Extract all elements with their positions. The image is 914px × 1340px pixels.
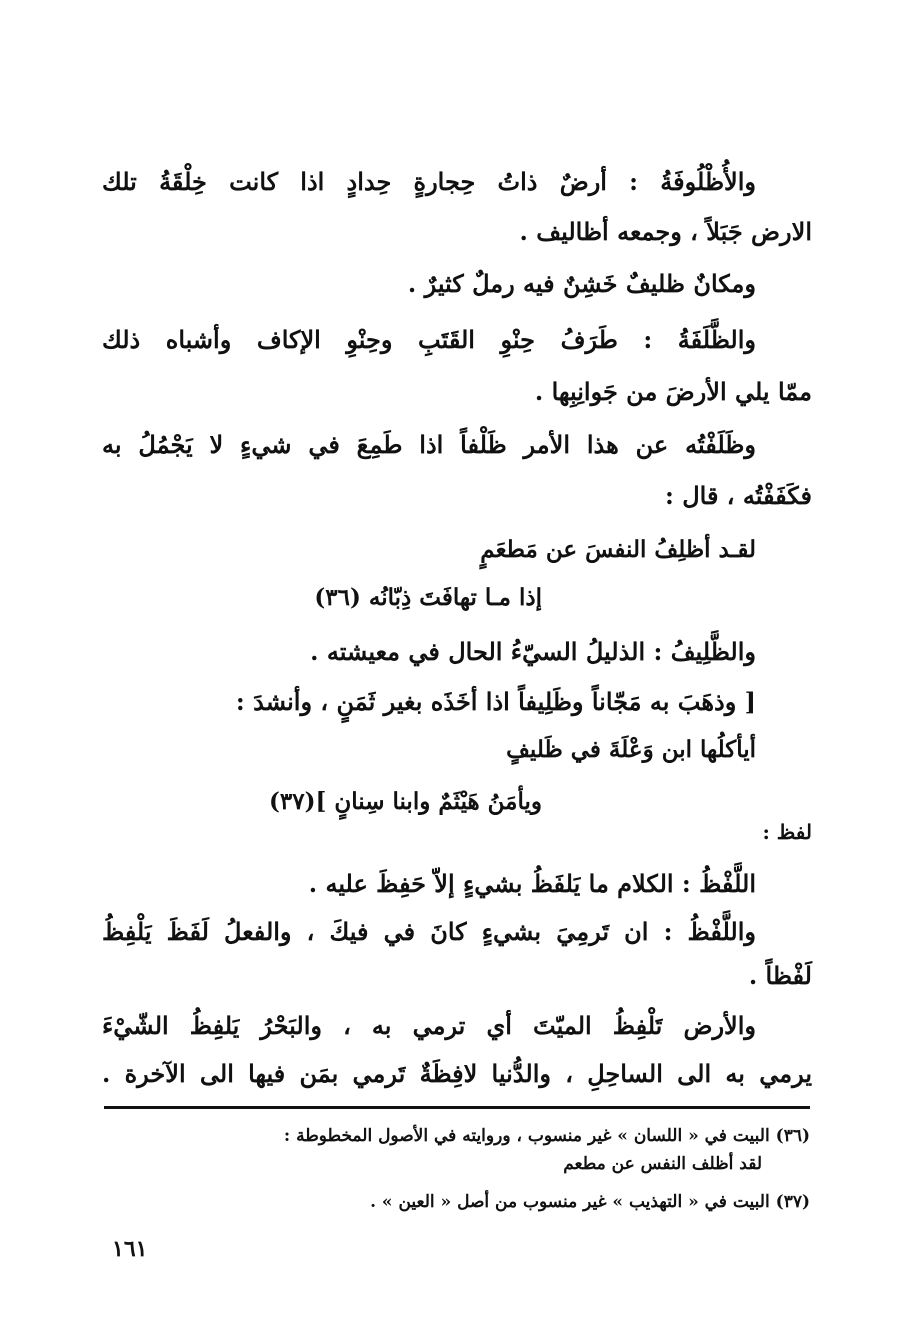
text-line-2: الارض جَبَلاً ، وجمعه أظاليف . [519,217,812,246]
text-line-11: [ وذهَبَ به مَجّاناً وظَلِيفاً اذا أخَذَه بغير ثَمَنٍ ، وأنشدَ : [235,687,756,716]
verse-2-hemistich-2: ويأمَنُ هَيْثَمٌ وابنا سِنانٍ ](٣٧) [268,788,542,815]
text-line-6: وظَلَفْتُه عن هذا الأمر ظَلْفاً اذا طَمِعَ في شيءٍ لا يَجْمُلُ به [102,430,756,459]
verse-1-hemistich-2: إذا مـا تهافَتَ ذِبّانُه (٣٦) [314,584,542,611]
text-line-5: ممّا يلي الأرضَ من جَوانِبِها . [534,377,812,406]
text-line-10: والظَّلِيفُ : الذليلُ السيّءُ الحال في معيشته . [310,637,756,666]
text-line-4: والظَّلَفَةُ : طَرَفُ حِنْوِ القَتَبِ وحِنْوِ الإكاف وأشباه ذلك [102,325,756,354]
footnote-37: (٣٧) البيت في « التهذيب » غير منسوب من أصل « العين » . [370,1192,810,1212]
verse-2-hemistich-1: أيأكلُها ابن وَعْلَةَ في ظَليفٍ [506,736,756,763]
footnote-36-verse: لقد أظلف النفس عن مطعم [563,1154,762,1174]
text-line-7: فكَفَفْتُه ، قال : [664,481,812,510]
page-number: ١٦١ [112,1236,148,1262]
entry-heading: لفظ : [762,820,812,844]
verse-1-hemistich-1: لقـد أظلِفُ النفسَ عن مَطعَمٍ [480,536,756,563]
text-line-3: ومكانٌ ظليفٌ خَشِنٌ فيه رملٌ كثيرٌ . [407,269,756,298]
text-line-15: اللَّفْظُ : الكلام ما يَلفَظُ بشيءٍ إلاّ حَفِظَ عليه . [308,869,756,898]
footnote-36: (٣٦) البيت في « اللسان » غير منسوب ، وروايته في الأصول المخطوطة : [283,1126,810,1146]
text-line-19: يرمي به الى الساحِلِ ، والدُّنيا لافِظَةٌ تَرمي بمَن فيها الى الآخرة . [102,1059,812,1088]
text-line-17: لَفْظاً . [748,961,812,990]
text-line-1: والأُظْلُوفَةُ : أرضٌ ذاتُ حِجارةٍ حِدادٍ اذا كانت خِلْقَةُ تلك [102,167,756,196]
text-line-16: واللَّفْظُ : ان تَرمِيَ بشيءٍ كانَ في فيكَ ، والفعلُ لَفَظَ يَلْفِظُ [102,917,756,946]
footnote-separator [104,1106,810,1109]
text-line-18: والأرض تَلْفِظُ الميّتَ أي ترمي به ، والبَحْرُ يَلفِظُ الشّيْءَ [102,1011,756,1040]
